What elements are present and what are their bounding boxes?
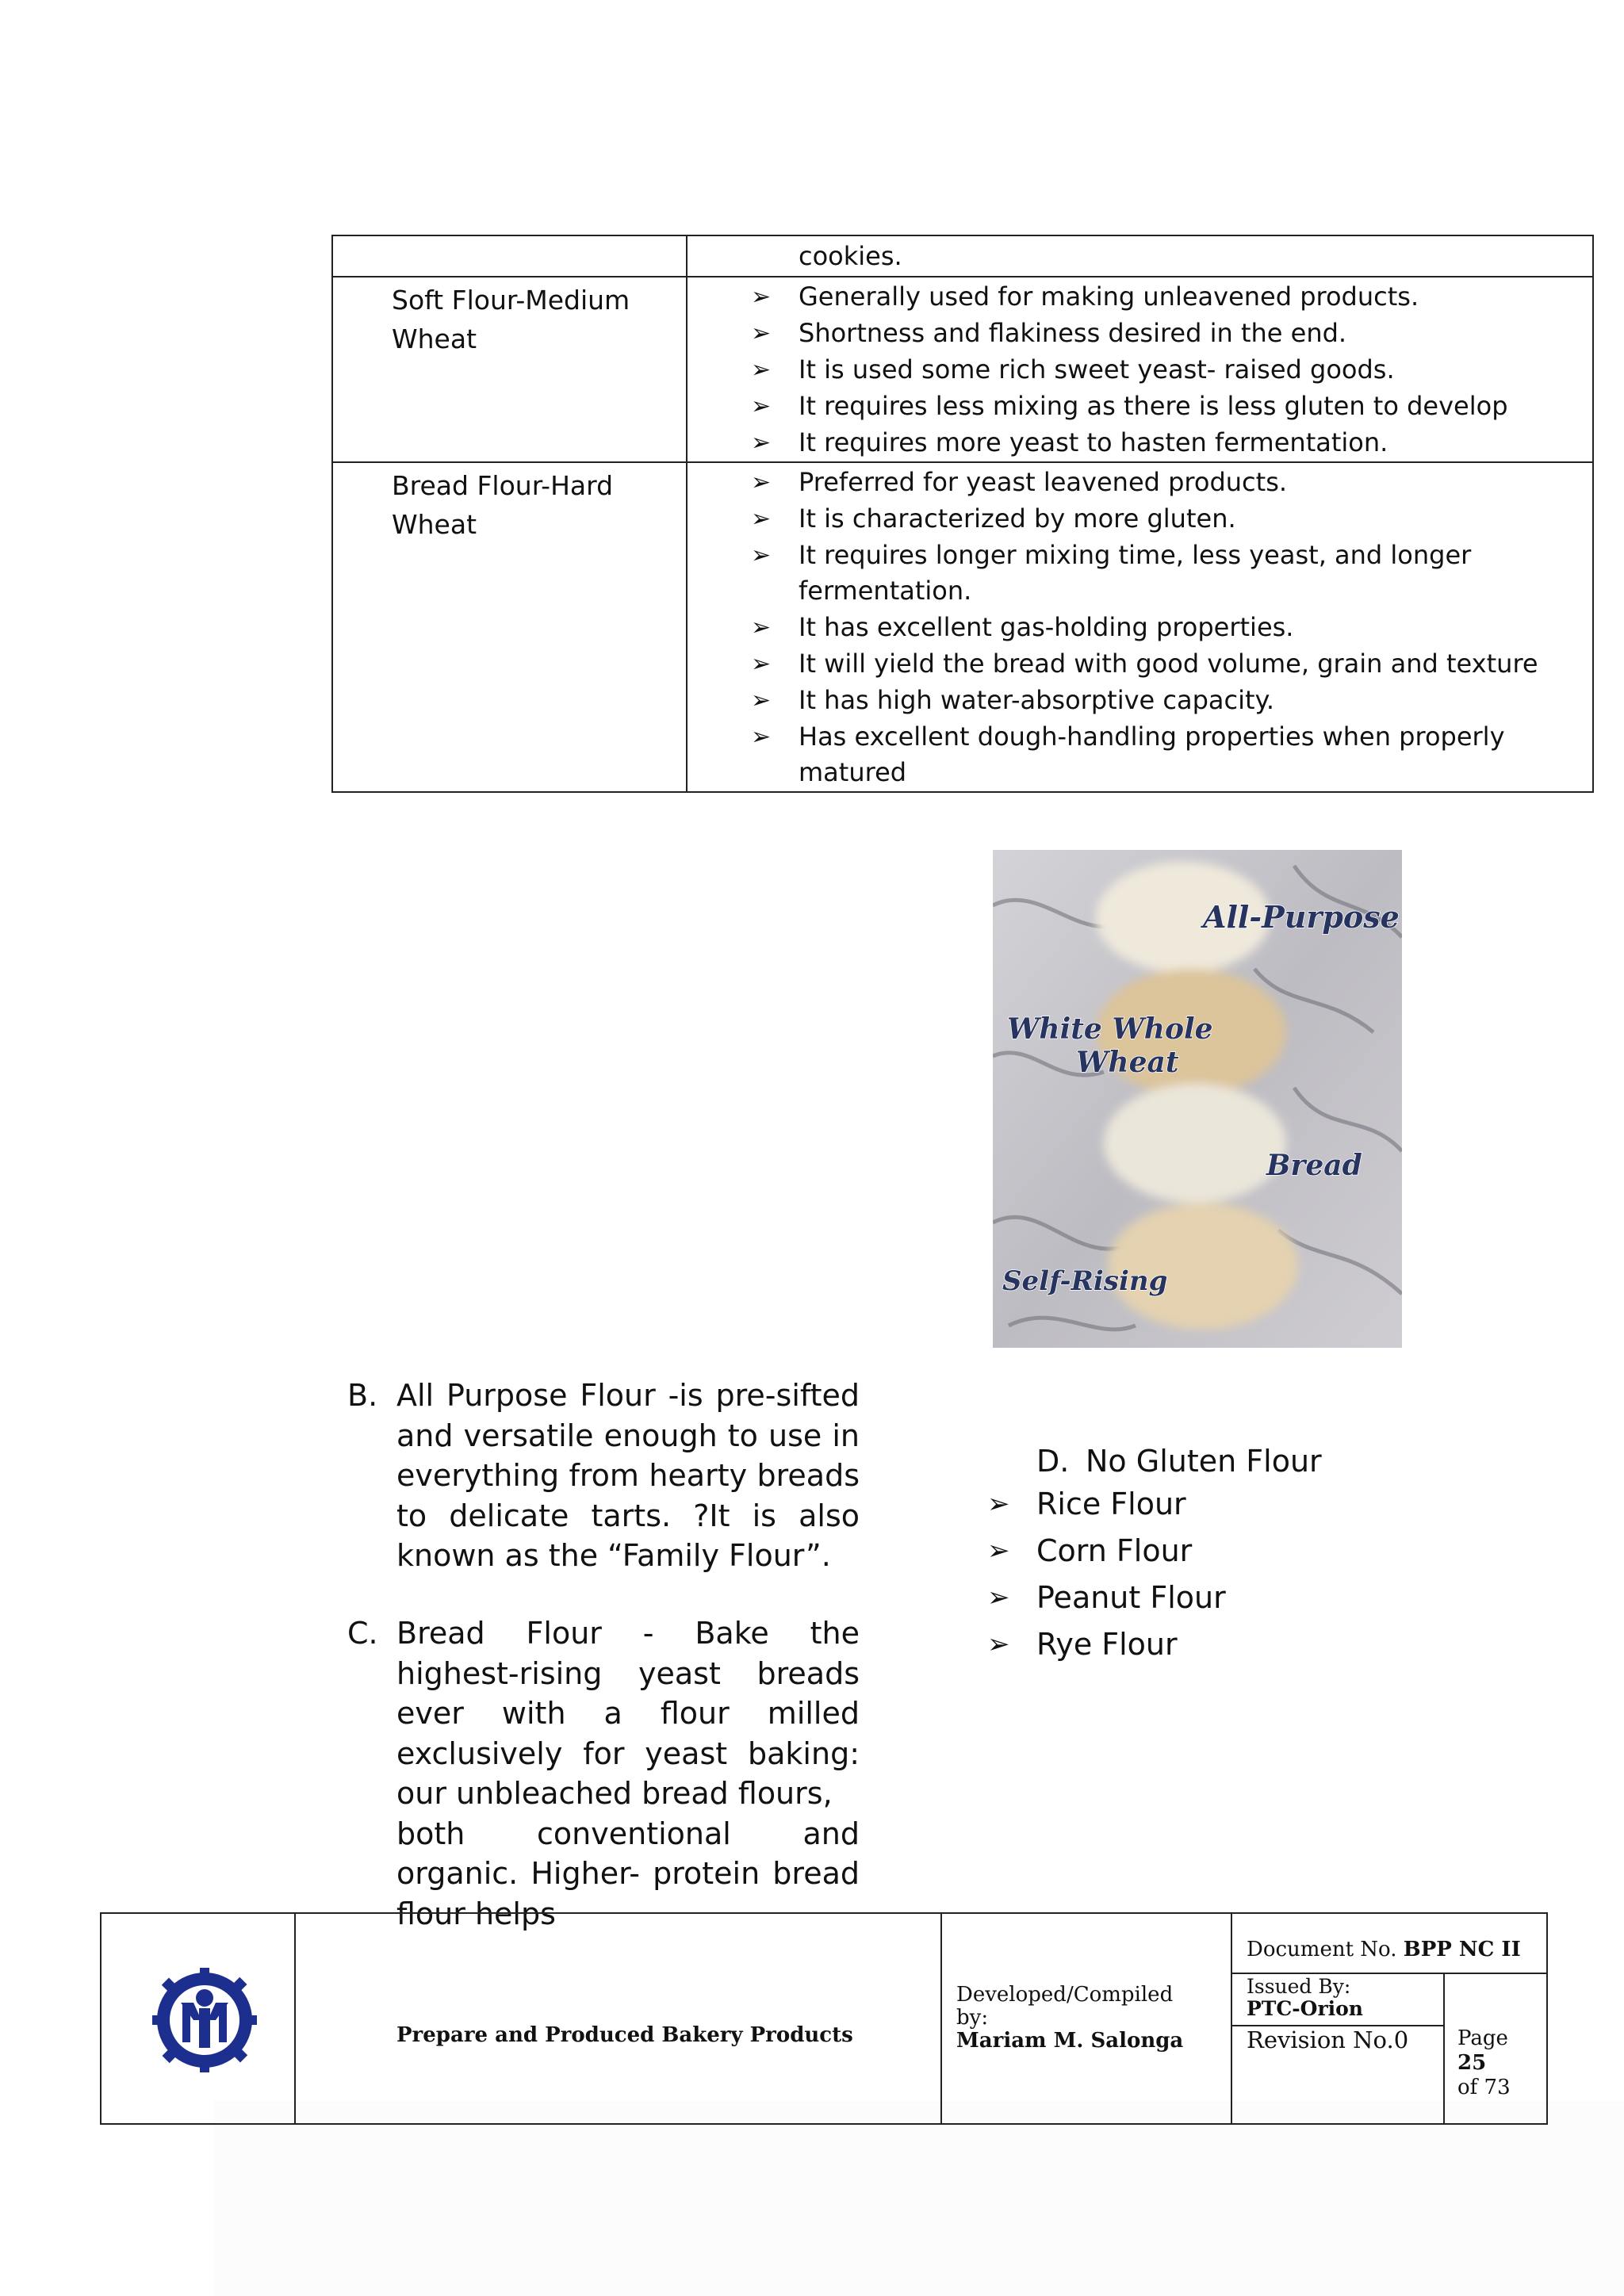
list-item xyxy=(688,646,1592,682)
section-heading xyxy=(987,1441,1322,1481)
section-text: Bread Flour - Bake the highest-rising yeast breads ever with a flour milled exclusively for yeast baking: our unbleached bread flours, xyxy=(396,1616,860,1811)
flour-name: Rice Flour xyxy=(1036,1487,1186,1521)
arrow-bullet-icon: ➢ xyxy=(751,429,772,457)
list-item xyxy=(688,538,1592,609)
list-item xyxy=(688,465,1592,500)
list-item xyxy=(347,1613,860,1934)
list-item xyxy=(688,352,1592,388)
properties-list xyxy=(688,463,1592,790)
photo-label-wheat: Wheat xyxy=(1076,1046,1179,1079)
table-cell-empty xyxy=(332,235,687,277)
property-text: It requires more yeast to hasten fermentation. xyxy=(799,427,1388,457)
list-item xyxy=(688,719,1592,790)
page-total: of 73 xyxy=(1457,2076,1511,2099)
no-gluten-list xyxy=(987,1481,1322,1668)
page-number: 25 xyxy=(1457,2051,1487,2075)
property-text: Has excellent dough-handling properties when properly matured xyxy=(799,721,1505,787)
footer-divider xyxy=(294,1914,296,2123)
photo-label-self-rising: Self-Rising xyxy=(1002,1265,1168,1297)
developed-label: Developed/Compiled by: xyxy=(956,1983,1174,2030)
developer-info xyxy=(956,1984,1194,2053)
flour-name: Peanut Flour xyxy=(1036,1580,1226,1615)
photo-label-all-purpose: All-Purpose xyxy=(1203,899,1400,935)
list-item xyxy=(688,425,1592,461)
arrow-bullet-icon: ➢ xyxy=(751,320,772,347)
arrow-bullet-icon: ➢ xyxy=(751,283,772,311)
section-letter: C. xyxy=(347,1616,378,1651)
arrow-bullet-icon: ➢ xyxy=(751,541,772,569)
list-item xyxy=(688,316,1592,351)
property-text: It requires longer mixing time, less yeast, and longer fermentation. xyxy=(799,540,1472,606)
section-all-purpose-flour xyxy=(347,1376,860,1576)
property-text: It is used some rich sweet yeast- raised goods. xyxy=(799,354,1395,385)
flour-type-cell xyxy=(332,277,687,462)
flour-type-cell xyxy=(332,462,687,792)
table-row-soft-flour xyxy=(332,277,1593,462)
section-title: No Gluten Flour xyxy=(1086,1444,1322,1479)
flour-name: Rye Flour xyxy=(1036,1627,1178,1662)
document-footer xyxy=(100,1912,1548,2125)
flour-type-line: Bread Flour-Hard xyxy=(392,470,614,501)
list-item xyxy=(688,388,1592,424)
property-text: Shortness and flakiness desired in the end. xyxy=(799,318,1347,348)
section-letter: D. xyxy=(1036,1444,1070,1479)
flour-types-table xyxy=(331,235,1594,793)
list-item xyxy=(688,279,1592,315)
arrow-bullet-icon: ➢ xyxy=(987,1488,1010,1520)
document-number xyxy=(1247,1938,1521,1961)
page-info xyxy=(1457,2026,1511,2100)
photo-label-white-whole: White Whole xyxy=(1007,1012,1213,1046)
arrow-bullet-icon: ➢ xyxy=(987,1582,1010,1613)
arrow-bullet-icon: ➢ xyxy=(987,1535,1010,1567)
property-text: It is characterized by more gluten. xyxy=(799,503,1236,534)
section-text: All Purpose Flour -is pre-sifted and versatile enough to use in everything from hearty breads to delicate tarts. ?It is also known as the “Family Flour”. xyxy=(396,1378,860,1573)
footer-divider xyxy=(1443,1973,1445,2123)
tesda-logo-icon xyxy=(149,1965,260,2076)
footer-divider xyxy=(940,1914,942,2123)
list-item xyxy=(987,1528,1322,1575)
arrow-bullet-icon: ➢ xyxy=(751,356,772,384)
section-text-continued: both conventional and organic. Higher- protein bread flour helps xyxy=(396,1816,860,1931)
arrow-bullet-icon: ➢ xyxy=(751,650,772,678)
document-info xyxy=(1231,1914,1548,2123)
revision-number: Revision No.0 xyxy=(1247,2026,1409,2053)
arrow-bullet-icon: ➢ xyxy=(751,469,772,496)
footer-divider xyxy=(1231,1973,1548,1974)
flour-type-line: Wheat xyxy=(392,509,477,540)
module-title: Prepare and Produced Bakery Products xyxy=(396,2023,853,2047)
document-value: BPP NC II xyxy=(1403,1938,1521,1961)
property-text: It requires less mixing as there is less gluten to develop xyxy=(799,391,1508,421)
document-label: Document No. xyxy=(1247,1938,1397,1961)
issuer-info xyxy=(1247,1976,1363,2020)
section-letter: B. xyxy=(347,1378,378,1413)
arrow-bullet-icon: ➢ xyxy=(751,614,772,641)
property-text: It will yield the bread with good volume, grain and texture xyxy=(799,649,1538,679)
table-cell-continuation xyxy=(687,235,1593,277)
properties-list xyxy=(688,277,1592,461)
list-item xyxy=(688,501,1592,537)
page-shade xyxy=(214,2101,1624,2296)
list-item xyxy=(688,683,1592,718)
section-bread-flour xyxy=(347,1613,860,1934)
arrow-bullet-icon: ➢ xyxy=(987,1628,1010,1660)
list-item xyxy=(347,1376,860,1576)
flour-type-line: Wheat xyxy=(392,323,477,354)
property-text: Generally used for making unleavened products. xyxy=(799,281,1419,312)
property-text: It has high water-absorptive capacity. xyxy=(799,685,1275,715)
property-text: Preferred for yeast leavened products. xyxy=(799,467,1288,497)
photo-label-bread: Bread xyxy=(1266,1149,1362,1182)
list-item xyxy=(987,1575,1322,1621)
continuation-text: cookies. xyxy=(799,241,902,271)
arrow-bullet-icon: ➢ xyxy=(751,392,772,420)
arrow-bullet-icon: ➢ xyxy=(751,687,772,714)
list-item xyxy=(987,1621,1322,1668)
arrow-bullet-icon: ➢ xyxy=(751,723,772,751)
properties-cell xyxy=(687,462,1593,792)
list-item xyxy=(688,610,1592,645)
developer-name: Mariam M. Salonga xyxy=(956,2029,1184,2053)
property-text: It has excellent gas-holding properties. xyxy=(799,612,1294,642)
arrow-bullet-icon: ➢ xyxy=(751,505,772,533)
properties-cell xyxy=(687,277,1593,462)
flour-type-line: Soft Flour-Medium xyxy=(392,285,630,316)
section-no-gluten-flour xyxy=(987,1441,1322,1668)
flour-types-photo xyxy=(993,850,1402,1348)
table-row-bread-flour xyxy=(332,462,1593,792)
issued-label: Issued By: xyxy=(1247,1975,1351,1998)
page-label: Page xyxy=(1457,2026,1508,2050)
table-row-continuation xyxy=(332,235,1593,277)
list-item xyxy=(987,1481,1322,1528)
issuer-name: PTC-Orion xyxy=(1247,1997,1363,2020)
flour-name: Corn Flour xyxy=(1036,1533,1193,1568)
